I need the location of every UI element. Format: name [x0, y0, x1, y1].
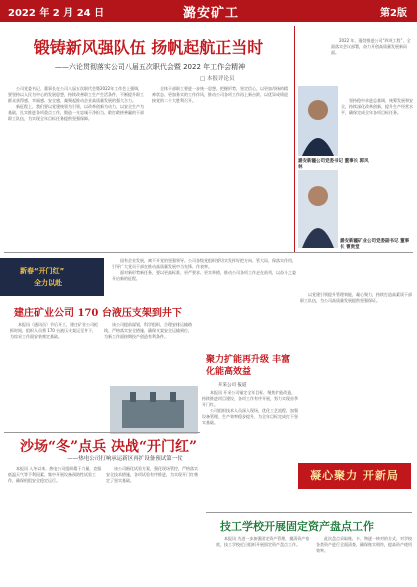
- article1-paragraph: 该公司提前谋划，科学组织，合理安排运输路线，严格落实安全措施，确保支架安全运输到位，为新工作面按期投产创造有利条件。: [104, 322, 192, 339]
- lead-paragraph: 公司党委书记、董事长在公司八届五次职代会暨2022年工作会上强调，要坚持以人民为中心的发展思想，持续改善职工生产生活条件，不断提升职工群众获得感、幸福感、安全感，凝聚起推动企业高质量发展的强大合力。: [8, 86, 144, 103]
- article1-paragraph: 本报讯（通讯员）节后开工，建庄矿业公司抢抓时间，组织人员将 170 台液压支架运至井下，为综采工作面安装奠定基础。: [10, 322, 98, 339]
- article3-paragraph: 该公司细化试验方案，强化现场管控，严格落实安全技术措施，各项试验有序推进，为实现开门红奠定了坚实基础。: [106, 466, 198, 483]
- lead-paragraph: 全体干部职工要进一步统一思想，把握形势，坚定信心，以更加昂扬的精神状态、更加务实的工作作风，推动公司各项工作再上新台阶，以优异成绩迎接党的二十大胜利召开。: [152, 86, 288, 103]
- section-divider: [4, 432, 200, 433]
- portrait-caption-2: 潞安新疆矿业公司党委副书记 董事长 曹贵堂: [340, 239, 410, 250]
- article2-body: [202, 390, 298, 442]
- newspaper-logo: 潞安矿工: [183, 6, 240, 21]
- person-icon: [298, 170, 338, 248]
- article3-body-right: [106, 466, 200, 582]
- article4-body-left: [216, 536, 312, 582]
- page-number: 第2版: [380, 8, 407, 19]
- person-icon: [298, 86, 338, 156]
- masthead: [0, 0, 417, 22]
- lead-headline: 锻铸新风强队伍 扬帆起航正当时: [33, 38, 264, 57]
- article2-paragraph: 公司组织技术人员深入现场，优化工艺流程，加强设备管理，生产效率稳步提升，为全年目标完成打下坚实基础。: [202, 408, 298, 425]
- lead-subhead: ——六论贯彻落实公司八届五次职代会暨 2022 年工作会精神: [54, 63, 246, 71]
- lead-body-right: [152, 86, 290, 248]
- promo-line-1: 新春“开门红”: [20, 267, 65, 275]
- lead-byline: □ 本报评论员: [200, 76, 235, 82]
- article3-paragraph: 本报讯 入冬以来，热电公司组织精干力量，克服低温天气等不利因素，集中开展设备预防性试验工作，确保机组安全稳定运行。: [8, 466, 102, 483]
- article2-paragraph: 本报讯 开采公司锚定全年目标，聚焦扩能改造，持续推进项目建设，各项工作有序开展，努力实现首季开门红。: [202, 390, 298, 407]
- section-divider: [206, 512, 412, 513]
- section-divider: [4, 252, 413, 253]
- transformer-icon: [110, 386, 198, 434]
- article4-paragraph: 本报讯 为进一步加强固定资产管理，摸清资产家底，技工学校近日组织开展固定资产盘点工作。: [216, 536, 310, 547]
- middle-paragraph: 面对新形势新任务，要以更高标准、更严要求、更实举措，推动公司各项工作走在前列，以奋斗之姿开启新的征程。: [112, 270, 296, 281]
- promo-box: [0, 258, 104, 296]
- right-column-intro: [331, 38, 413, 98]
- portrait-photo-2: [298, 170, 338, 248]
- article3-body-left: [8, 466, 102, 582]
- middle-paragraph: 国有企业发展，离不开党的坚强领导。公司各级党组织要切实发挥好把方向、管大局、保落实作用，引导广大党员干部在推动高质量发展中当先锋、作表率。: [112, 258, 296, 269]
- middle-body: [112, 258, 297, 298]
- article1-title: 建庄矿业公司 170 台液压支架到井下: [14, 308, 182, 319]
- right-banner: 凝心聚力 开新局: [298, 463, 411, 489]
- lead-paragraph: 新征程上，我们要以党建统领为引领，以改革创新为动力，以安全生产为基础，扎实推进各项重点工作，锻造一支忠诚干净担当、敢打敢拼善赢的干部职工队伍，为实现全年目标任务提供坚强保障。: [8, 104, 144, 121]
- article4-title: 技工学校开展固定资产盘点工作: [220, 520, 374, 533]
- column-divider: [294, 26, 295, 252]
- right-paragraph: 以党建引领提升管理效能，凝心聚力，持续打造高素质干部职工队伍，为公司高质量发展提供坚强保证。: [300, 292, 412, 303]
- article4-body-right: [316, 536, 412, 582]
- article2-title: 聚力扩能再升级 丰富化能高效益: [206, 355, 291, 377]
- promo-line-2: 全力以赴: [34, 279, 62, 287]
- article1-body-left: [10, 322, 100, 418]
- right-paragraph: 坚持稳中求进总基调，统筹发展和安全，持续深化改革创新，提升生产经营水平，确保完成全年各项目标任务。: [341, 98, 413, 115]
- portrait-caption-1: 潞安新疆公司党委书记 董事长 郭风林: [298, 159, 369, 170]
- lead-body-left: [8, 86, 146, 248]
- right-column-lower: [300, 292, 412, 460]
- issue-date: 2022 年 2 月 24 日: [8, 8, 105, 19]
- right-column-body: [341, 98, 413, 238]
- right-paragraph: 2022 年，蓬勃推进公司“四项工程”，全面落实会议部署，奋力开创高质量发展新局面。: [331, 38, 411, 55]
- article2-author: 开采公司 报道: [218, 383, 247, 388]
- article3-subtitle: ——热电公司打响承运新区再扩设备预试第一仗: [67, 456, 183, 462]
- equipment-photo: [110, 386, 198, 434]
- article4-paragraph: 此次盘点采取账、卡、物逐一核对的方式，对学校各类资产进行全面清查，确保账实相符，提高资产使用效率。: [316, 536, 412, 553]
- portrait-photo-1: [298, 86, 338, 156]
- article3-title: 沙场“冬”点兵 决战“开门红”: [20, 439, 198, 455]
